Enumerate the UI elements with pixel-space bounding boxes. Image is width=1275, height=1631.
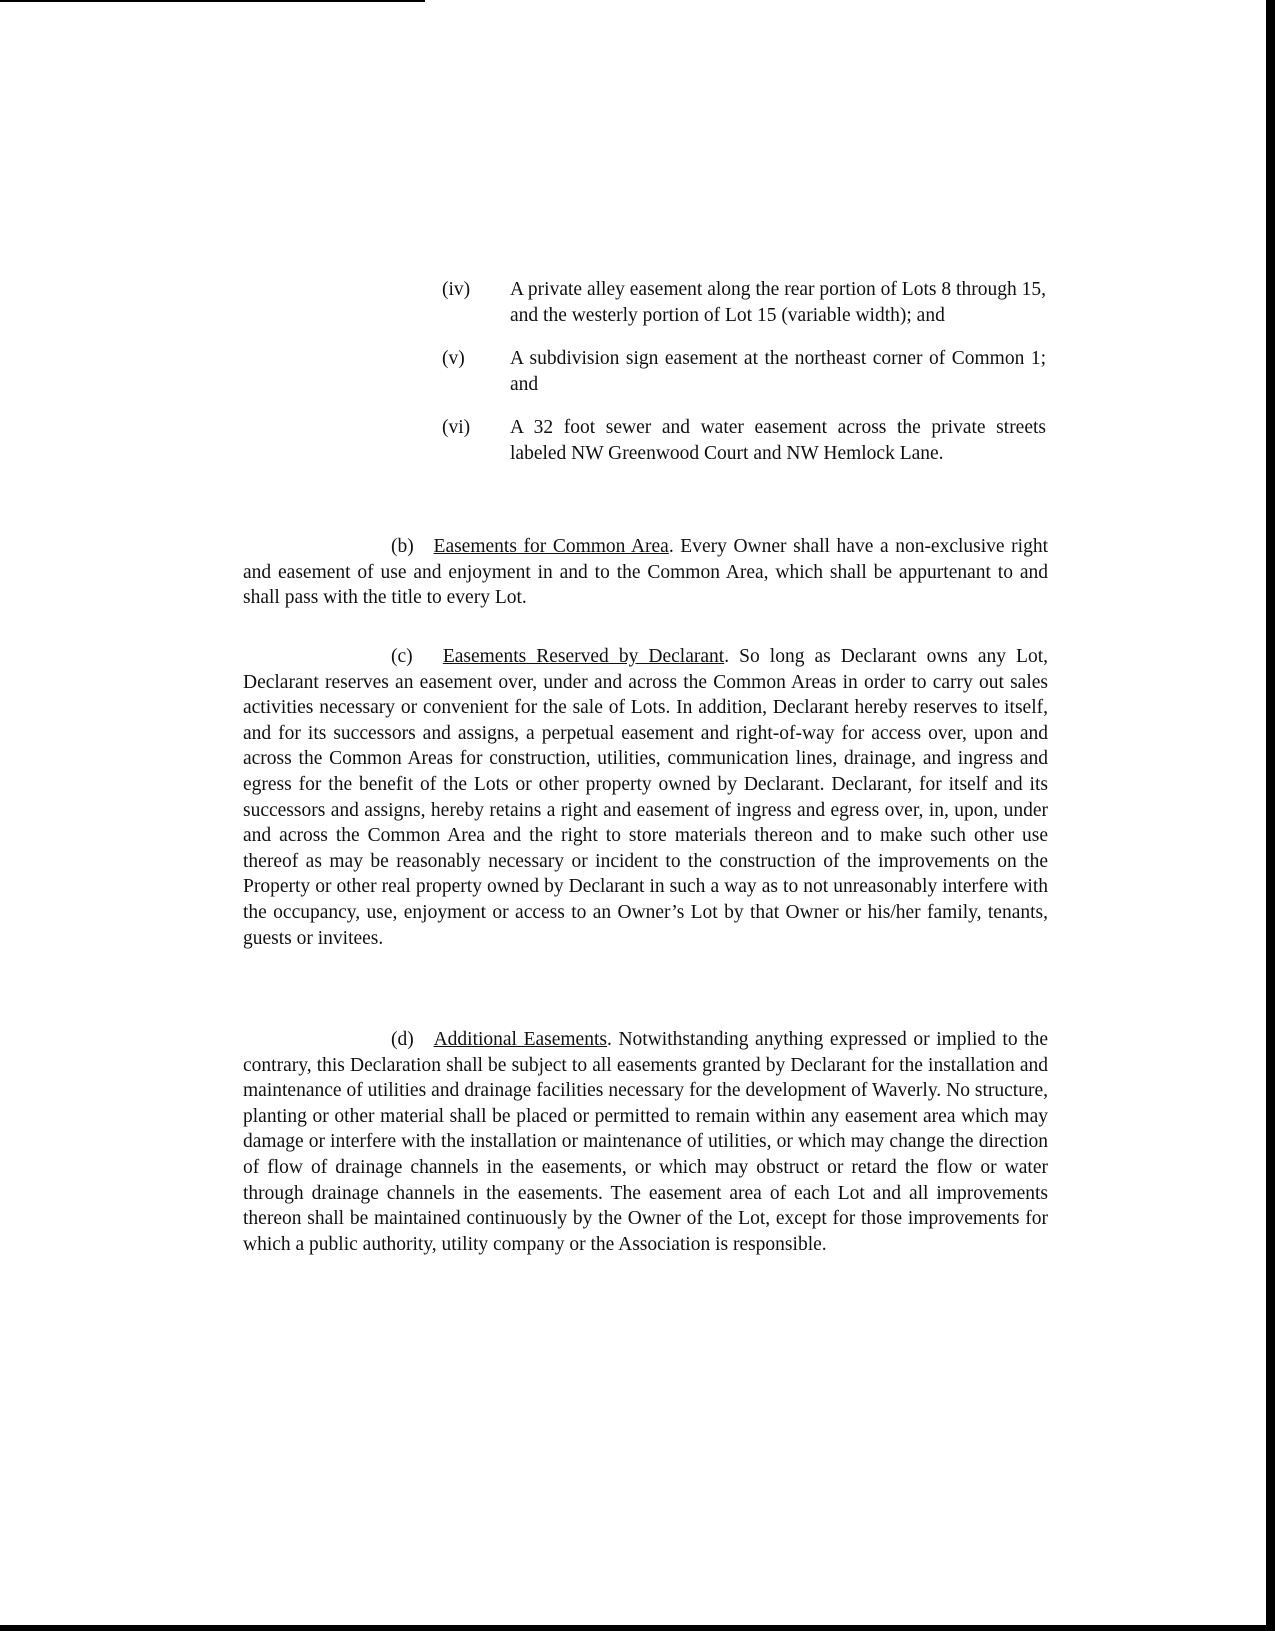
list-item-number: (iv) — [442, 279, 471, 300]
list-item-text: A 32 foot sewer and water easement across the private streets labeled NW Greenwood Court and NW Hemlock Lane. — [510, 417, 1046, 464]
paragraph-heading: Additional Easements — [433, 1029, 607, 1050]
paragraph-common-area — [243, 534, 1048, 611]
scan-edge-mark — [0, 0, 425, 2]
list-item-text: A private alley easement along the rear portion of Lots 8 through 15, and the westerly portion of Lot 15 (variable width); and — [510, 279, 1046, 326]
list-item-number: (vi) — [442, 417, 471, 439]
paragraph-body: . Notwithstanding anything expressed or implied to the contrary, this Declaration shall be subject to all easements granted by Declarant for the installation and maintenance of utilities and drainage facilities necessary for the development of Waverly. No structure, planting or other material shall be placed or permitted to remain within any easement area which may damage or interfere with the installation or maintenance of utilities, or which may change the direction of flow of drainage channels in the easements, or which may obstruct or retard the flow or water through drainage channels in the easements. The easement area of each Lot and all improvements thereon shall be maintained continuously by the Owner of the Lot, except for those improvements for which a public authority, utility company or the Association is responsible. — [243, 1029, 1048, 1255]
paragraph-heading: Easements Reserved by Declarant — [442, 646, 725, 667]
paragraph-body: . Every Owner shall have a non-exclusive right and easement of use and enjoyment in and to the Common Area, which shall be appurtenant to and shall pass with the title to every Lot. — [243, 536, 1048, 609]
list-item-text: A subdivision sign easement at the northeast corner of Common 1; and — [510, 348, 1046, 395]
paragraph-body: . So long as Declarant owns any Lot, Declarant reserves an easement over, under and across the Common Areas in order to carry out sales activities necessary or convenient for the sale of Lots. In addition, Declarant hereby reserves to itself, and for its successors and assigns, a perpetual easement and right-of-way for access over, upon and across the Common Areas for construction, utilities, communication lines, drainage, and ingress and egress for the benefit of the Lots or other property owned by Declarant. Declarant, for itself and its successors and assigns, hereby retains a right and easement of ingress and egress over, in, upon, under and across the Common Area and the right to store materials thereon and to make such other use thereof as may be reasonably necessary or incident to the construction of the improvements on the Property or other real property owned by Declarant in such a way as to not unreasonably interfere with the occupancy, use, enjoyment or access to an Owner’s Lot by that Owner or his/her family, tenants, guests or invitees. — [243, 646, 1048, 949]
list-item — [442, 415, 1046, 466]
paragraph-label: (d) — [391, 1029, 414, 1050]
list-item — [442, 277, 1046, 328]
paragraph-label: (b) — [391, 536, 414, 557]
easement-list — [442, 277, 1046, 485]
list-item-number: (v) — [442, 348, 465, 370]
list-item — [442, 346, 1046, 397]
paragraph-additional-easements — [243, 1027, 1048, 1257]
paragraph-reserved-by-declarant — [243, 644, 1048, 951]
paragraph-label: (c) — [391, 646, 413, 667]
paragraph-heading: Easements for Common Area — [433, 536, 669, 557]
